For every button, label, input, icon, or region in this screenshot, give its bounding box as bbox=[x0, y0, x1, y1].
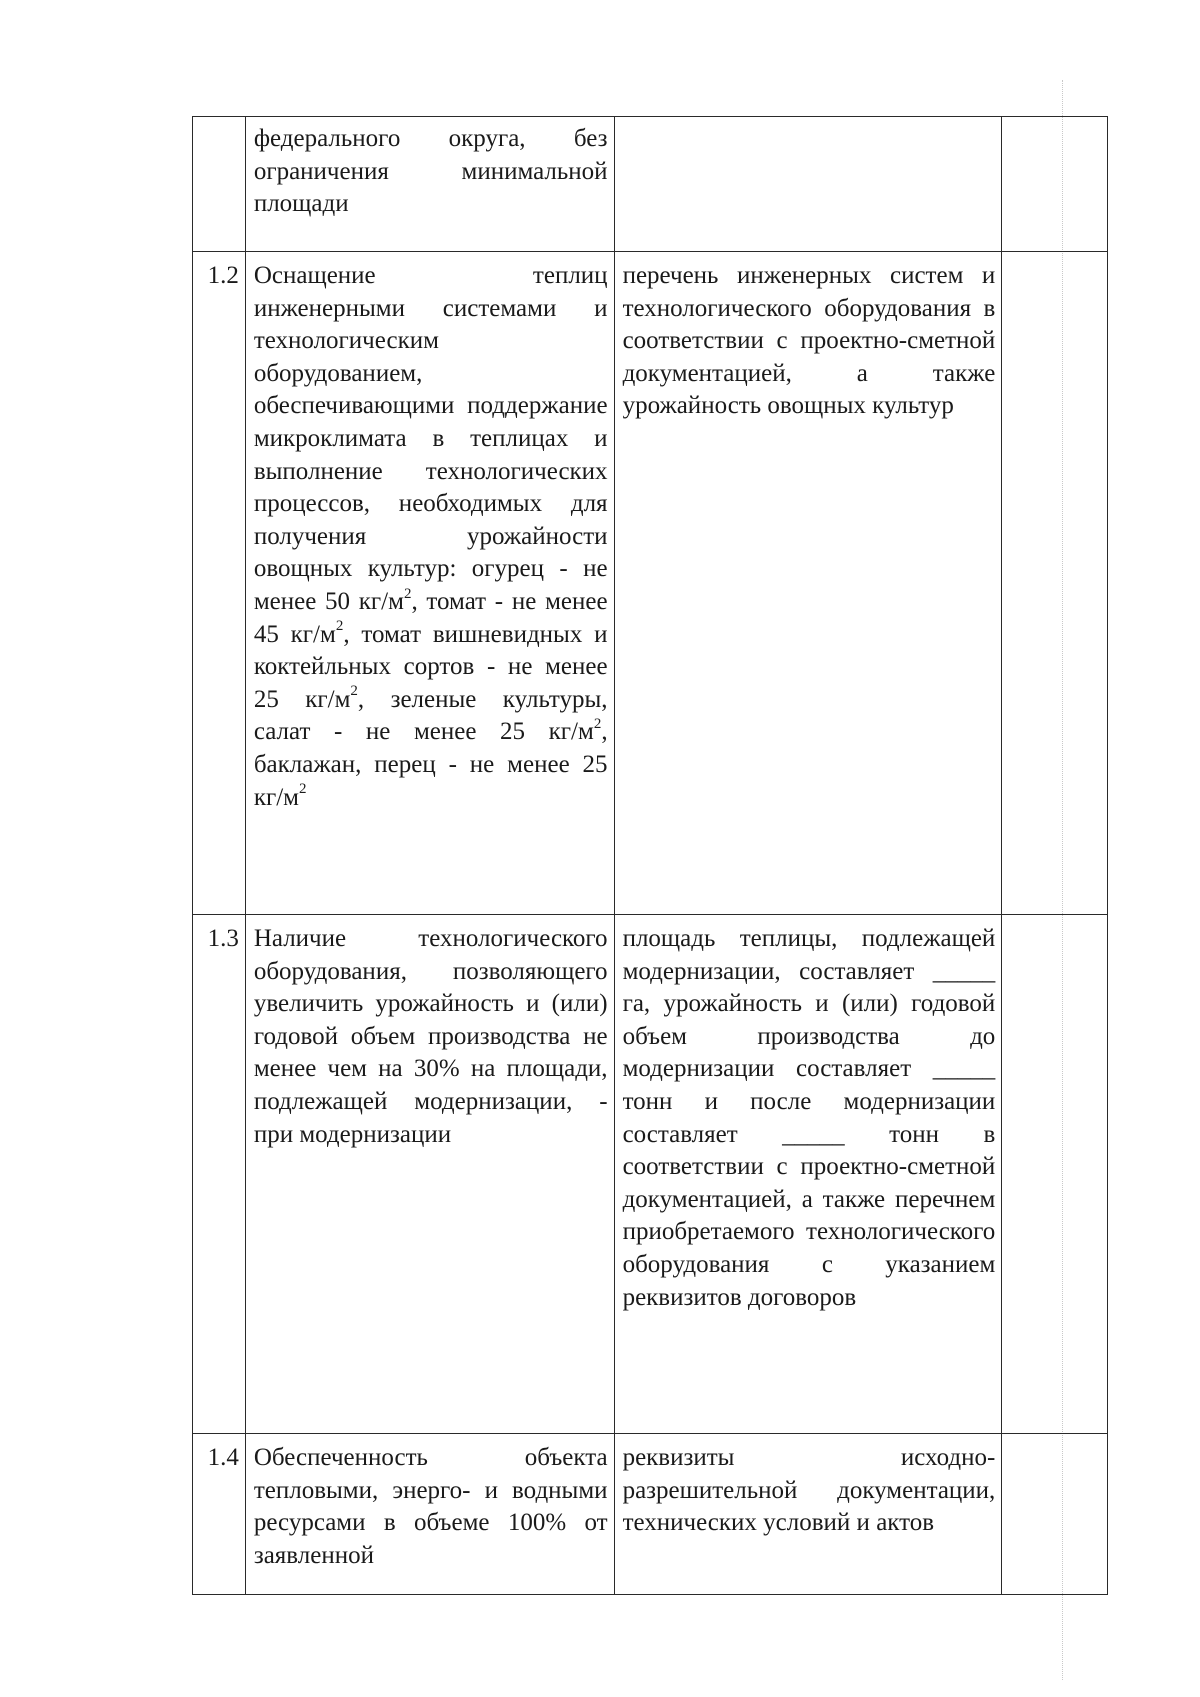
requirement-text: Оснащение теплиц инженерными системами и технологическим оборудованием, обеспечивающими поддержание микроклимата в теплицах и выполнение технологических процессов, необходимых для получения урожайности овощных культур: огурец - не менее 50 $кг/м^2$, томат - не менее 45 $кг/м^2$, томат вишневидных и коктейльных сортов - не менее 25 $кг/м^2$, зеленые культуры, салат - не менее 25 $кг/м^2$, баклажан, перец - не менее 25 $кг/м^2$ bbox=[253, 262, 608, 811]
document-text: перечень инженерных систем и технологического оборудования в соответствии с проектно-сметной документацией, а также урожайность овощных культур bbox=[622, 262, 996, 420]
table-row bbox=[193, 915, 1108, 1434]
superscript: 2 bbox=[335, 618, 344, 635]
document-cell bbox=[614, 252, 1002, 915]
requirement-text: Обеспеченность объекта тепловыми, энерго- и водными ресурсами в объеме 100% от заявленной bbox=[253, 1444, 608, 1569]
document-text: площадь теплицы, подлежащей модернизации, составляет _____ га, урожайность и (или) годовой объем производства до модернизации составляет _____ тонн и после модернизации составляет _____ тонн в соответствии с проектно-сметной документацией, а также перечнем приобретаемого технологического оборудования с указанием реквизитов договоров bbox=[622, 925, 996, 1311]
superscript: 2 bbox=[299, 781, 307, 798]
document-cell bbox=[614, 117, 1002, 252]
document-cell bbox=[614, 915, 1002, 1434]
row-number: 1.4 bbox=[193, 1434, 246, 1595]
requirement-cell bbox=[245, 1434, 614, 1595]
requirement-cell bbox=[245, 252, 614, 915]
empty-cell bbox=[1002, 117, 1108, 252]
requirement-text: федерального округа, без ограничения минимальной площади bbox=[253, 125, 608, 218]
row-number bbox=[193, 117, 246, 252]
requirement-cell bbox=[245, 117, 614, 252]
table-row bbox=[193, 117, 1108, 252]
requirement-text: Наличие технологического оборудования, позволяющего увеличить урожайность и (или) годовой объем производства не менее чем на 30% на площади, подлежащей модернизации, - при модернизации bbox=[253, 925, 608, 1148]
requirement-cell bbox=[245, 915, 614, 1434]
superscript: 2 bbox=[593, 715, 602, 732]
superscript: 2 bbox=[350, 683, 358, 700]
requirements-table bbox=[192, 116, 1108, 1595]
empty-cell bbox=[1002, 915, 1108, 1434]
row-number: 1.3 bbox=[193, 915, 246, 1434]
empty-cell bbox=[1002, 252, 1108, 915]
document-text: реквизиты исходно-разрешительной документации, технических условий и актов bbox=[622, 1444, 996, 1537]
table-row bbox=[193, 252, 1108, 915]
superscript: 2 bbox=[403, 585, 412, 602]
empty-cell bbox=[1002, 1434, 1108, 1595]
document-cell bbox=[614, 1434, 1002, 1595]
table-row bbox=[193, 1434, 1108, 1595]
row-number: 1.2 bbox=[193, 252, 246, 915]
